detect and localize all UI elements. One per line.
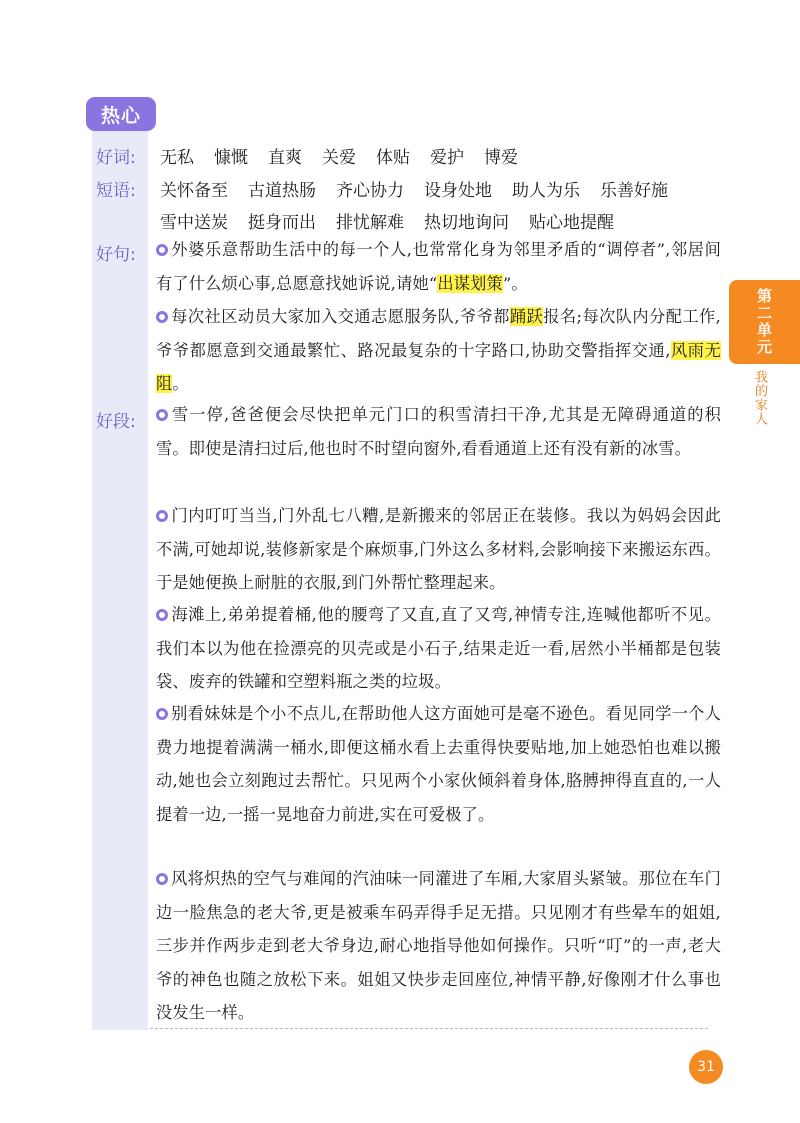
paragraph-2 (156, 499, 721, 600)
phrases-row-1 (160, 176, 688, 201)
label-words: 好词: (96, 148, 136, 168)
bullet-icon (156, 609, 168, 621)
bullet-icon (156, 244, 168, 256)
paragraph-1 (156, 398, 721, 465)
paragraph-text: 雪一停,爸爸便会尽快把单元门口的积雪清扫干净,尤其是无障碍通道的积雪。即使是清扫过后,他也时不时望向窗外,看看通道上还有没有新的冰雪。 (156, 405, 721, 458)
sentence-text: ”。 (502, 273, 528, 293)
phrase-item: 贴心地提醒 (529, 213, 614, 233)
phrases-row-2 (160, 208, 634, 233)
sentence-1 (156, 233, 721, 300)
word-item: 爱护 (430, 148, 464, 168)
word-item: 直爽 (268, 148, 302, 168)
sentence-text: 。 (172, 374, 189, 393)
paragraph-text: 别看妹妹是个小不点儿,在帮助他人这方面她可是毫不逊色。看见同学一个人费力地提着满满一桶水,即便这桶水看上去重得快要贴地,加上她恐怕也难以搬动,她也会立刻跑过去帮忙。只见两个小家伙倾斜着身体,胳膊抻得直直的,一人提着一边,一摇一晃地奋力前进,实在可爱极了。 (156, 704, 721, 824)
paragraph-text: 海滩上,弟弟提着桶,他的腰弯了又直,直了又弯,神情专注,连喊他都听不见。我们本以为他在捡漂亮的贝壳或是小石子,结果走近一看,居然小半桶都是包装袋、废弃的铁罐和空塑料瓶之类的垃圾。 (156, 605, 721, 691)
paragraph-5 (156, 862, 721, 1030)
paragraph-4 (156, 697, 721, 831)
sentence-2 (156, 300, 721, 401)
phrase-item: 乐善好施 (600, 181, 668, 201)
chapter-tab: 第二单元 (729, 280, 800, 364)
word-item: 慷慨 (214, 148, 248, 168)
words-row (160, 143, 538, 168)
paragraph-text: 风将炽热的空气与难闻的汽油味一同灌进了车厢,大家眉头紧皱。那位在车门边一脸焦急的老大爷,更是被乘车码弄得手足无措。只见刚才有些晕车的姐姐,三步并作两步走到老大爷身边,耐心地指导他如何操作。只听“叮”的一声,老大爷的神色也随之放松下来。姐姐又快步走回座位,神情平静,好像刚才什么事也没发生一样。 (156, 869, 721, 1022)
label-sentences: 好句: (96, 245, 136, 265)
dashed-divider (150, 1028, 708, 1029)
bullet-icon (156, 873, 168, 885)
paragraph-text: 门内叮叮当当,门外乱七八糟,是新搬来的邻居正在装修。我以为妈妈会因此不满,可她却说,装修新家是个麻烦事,门外这么多材料,会影响接下来搬运东西。于是她便换上耐脏的衣服,到门外帮忙整理起来。 (156, 506, 721, 592)
phrase-item: 雪中送炭 (160, 213, 228, 233)
phrase-item: 齐心协力 (336, 181, 404, 201)
sentence-text: 每次社区动员大家加入交通志愿服务队,爷爷都 (171, 307, 510, 326)
word-item: 体贴 (376, 148, 410, 168)
phrase-item: 热切地询问 (424, 213, 509, 233)
phrase-item: 排忧解难 (336, 213, 404, 233)
phrase-item: 挺身而出 (248, 213, 316, 233)
bullet-icon (156, 510, 168, 522)
word-item: 博爱 (484, 148, 518, 168)
sentence-text: 报名;每次队内分配工作,爷爷都愿意到交通最繁忙、路况最复杂的十字路口,协助交警指挥交通, (156, 307, 721, 360)
label-phrases: 短语: (96, 181, 136, 201)
page-number: 31 (689, 1050, 723, 1084)
phrase-item: 助人为乐 (512, 181, 580, 201)
phrase-item: 古道热肠 (248, 181, 316, 201)
phrase-item: 关怀备至 (160, 181, 228, 201)
highlighted-phrase: 踊跃 (509, 307, 544, 326)
bullet-icon (156, 409, 168, 421)
highlighted-phrase: 出谋划策 (437, 273, 503, 293)
highlighted-phrase: 风雨无阻 (156, 340, 721, 393)
chapter-subtitle: 我的家人 (752, 370, 767, 426)
sentence-text: 外婆乐意帮助生活中的每一个人,也常常化身为邻里矛盾的“调停者”,邻居间有了什么烦心事,总愿意找她诉说,请她“ (156, 240, 721, 293)
bullet-icon (156, 708, 168, 720)
bullet-icon (156, 311, 168, 323)
section-title-badge: 热心 (86, 97, 156, 131)
label-paragraphs: 好段: (96, 412, 136, 432)
word-item: 关爱 (322, 148, 356, 168)
phrase-item: 设身处地 (424, 181, 492, 201)
word-item: 无私 (160, 148, 194, 168)
paragraph-3 (156, 598, 721, 699)
